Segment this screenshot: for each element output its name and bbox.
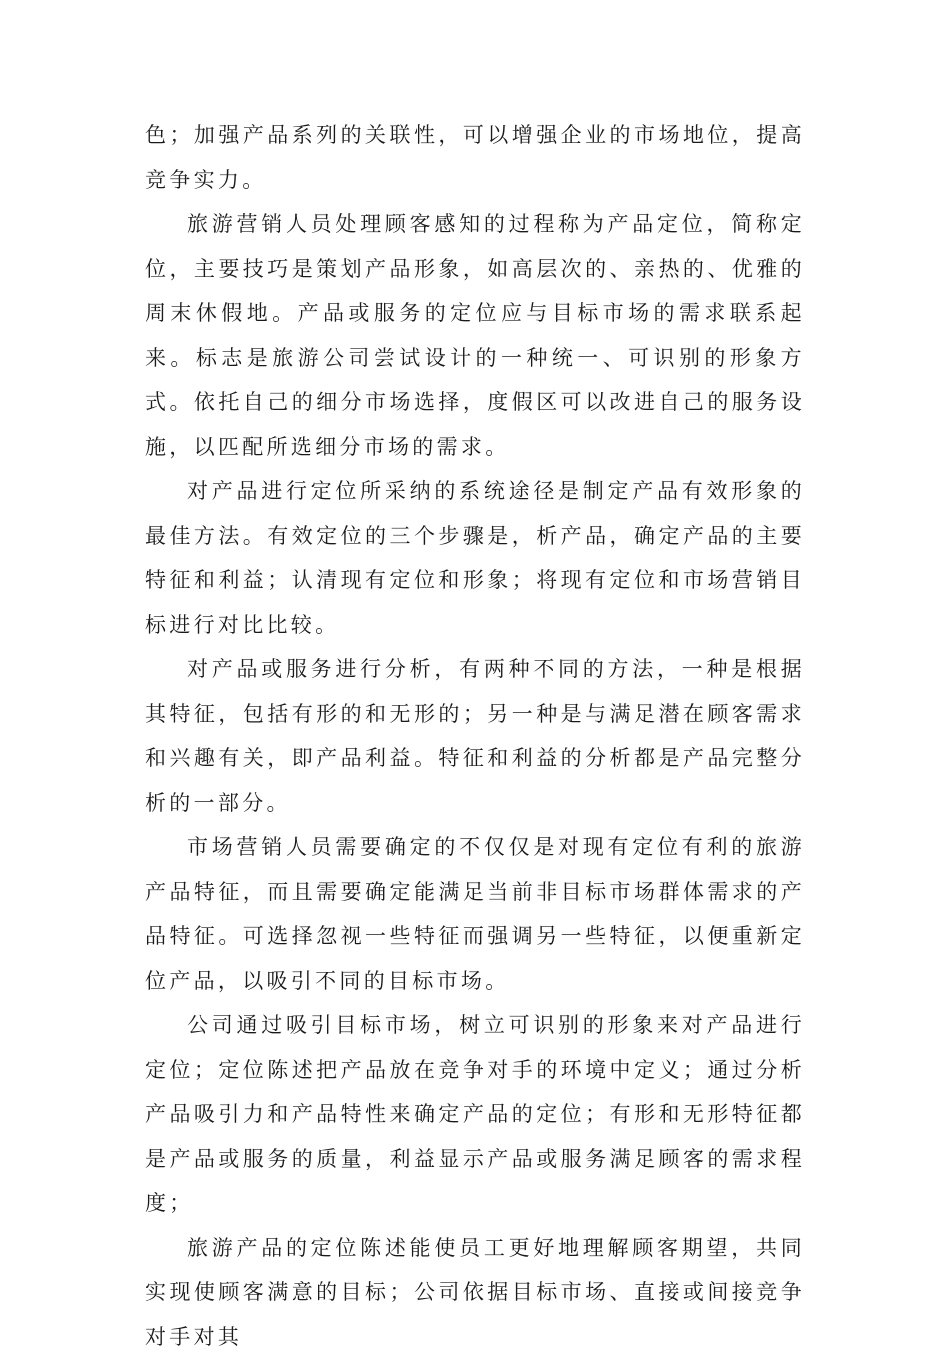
paragraph-5: 市场营销人员需要确定的不仅仅是对现有定位有利的旅游产品特征，而且需要确定能满足当前非目标市场群体需求的产品特征。可选择忽视一些特征而强调另一些特征，以便重新定位产品，以吸引不同的目标市场。 xyxy=(145,825,805,1003)
document-body xyxy=(145,113,805,1359)
paragraph-3: 对产品进行定位所采纳的系统途径是制定产品有效形象的最佳方法。有效定位的三个步骤是，析产品，确定产品的主要特征和利益；认清现有定位和形象；将现有定位和市场营销目标进行对比比较。 xyxy=(145,469,805,647)
paragraph-1: 色；加强产品系列的关联性，可以增强企业的市场地位，提高竞争实力。 xyxy=(145,113,805,202)
paragraph-7: 旅游产品的定位陈述能使员工更好地理解顾客期望，共同实现使顾客满意的目标；公司依据目标市场、直接或间接竞争对手对其 xyxy=(145,1226,805,1359)
paragraph-6: 公司通过吸引目标市场，树立可识别的形象来对产品进行定位；定位陈述把产品放在竞争对手的环境中定义；通过分析产品吸引力和产品特性来确定产品的定位；有形和无形特征都是产品或服务的质量，利益显示产品或服务满足顾客的需求程度； xyxy=(145,1003,805,1226)
paragraph-2: 旅游营销人员处理顾客感知的过程称为产品定位，简称定位，主要技巧是策划产品形象，如高层次的、亲热的、优雅的周末休假地。产品或服务的定位应与目标市场的需求联系起来。标志是旅游公司尝试设计的一种统一、可识别的形象方式。依托自己的细分市场选择，度假区可以改进自己的服务设施，以匹配所选细分市场的需求。 xyxy=(145,202,805,469)
paragraph-4: 对产品或服务进行分析，有两种不同的方法，一种是根据其特征，包括有形的和无形的；另一种是与满足潜在顾客需求和兴趣有关，即产品利益。特征和利益的分析都是产品完整分析的一部分。 xyxy=(145,647,805,825)
